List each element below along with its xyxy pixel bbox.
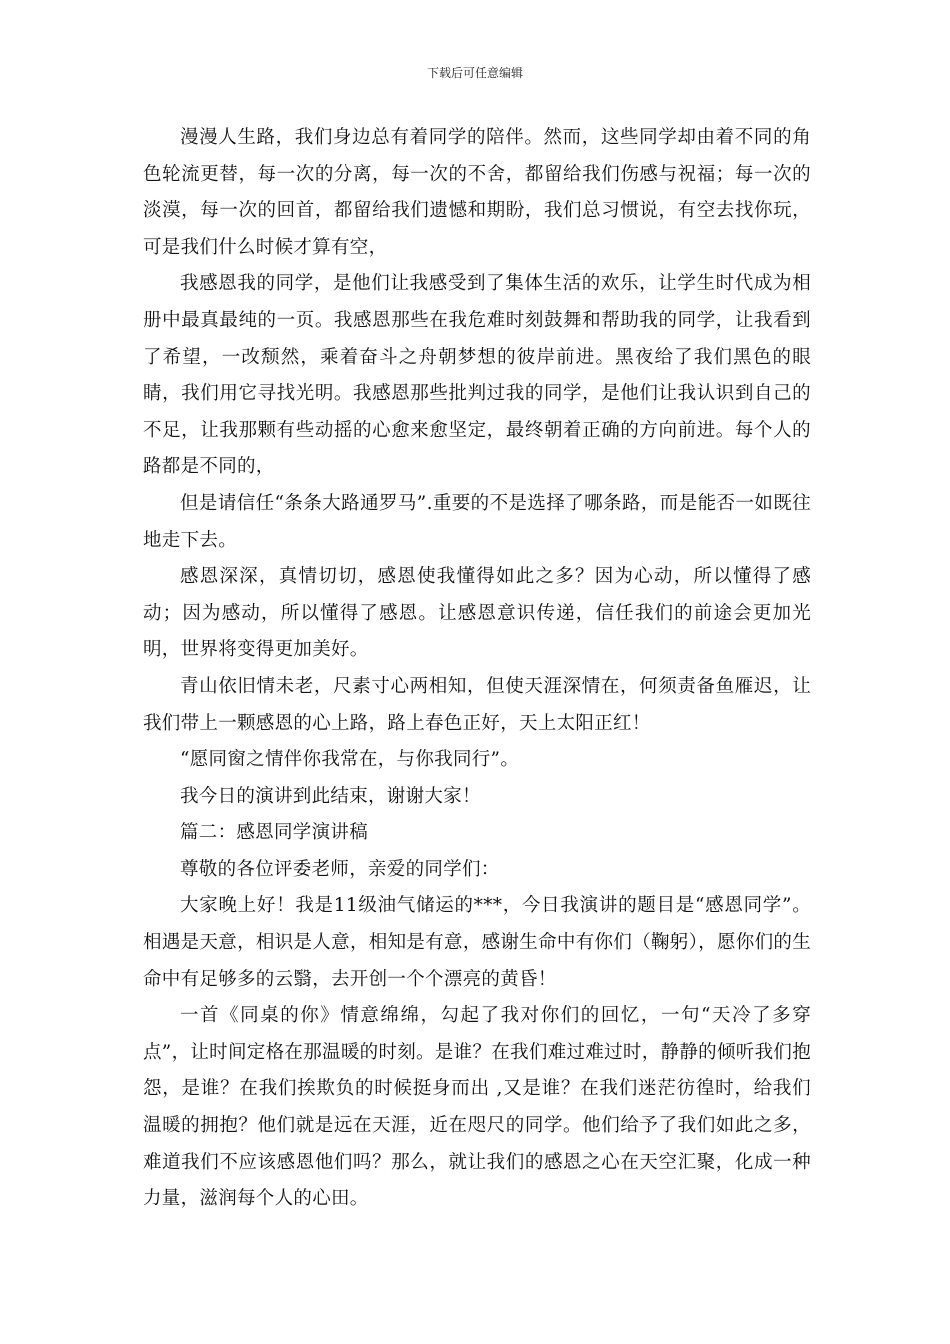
page-header: 下载后可任意编辑 bbox=[426, 66, 523, 80]
paragraph: 我今日的演讲到此结束，谢谢大家！ bbox=[180, 785, 481, 807]
paragraph: 但是请信任“条条大路通罗马”.重要的不是选择了哪条路，而是能否一如既往地走下去。 bbox=[143, 492, 811, 551]
paragraph: 感恩深深，真情切切，感恩使我懂得如此之多？因为心动，所以懂得了感动；因为感动，所以懂得了感恩。让感恩意识传递，信任我们的前途会更加光明，世界将变得更加美好。 bbox=[143, 566, 811, 661]
paragraph: 青山依旧情未老，尺素寸心两相知，但使天涯深情在，何须责备鱼雁迟，让我们带上一颗感恩的心上路，路上春色正好，天上太阳正红！ bbox=[143, 675, 811, 734]
paragraph: 一首《同桌的你》情意绵绵，勾起了我对你们的回忆，一句“天冷了多穿点”，让时间定格在那温暖的时刻。是谁？在我们难过难过时，静静的倾听我们抱怨，是谁？在我们挨欺负的时候挺身而出 ,又是谁？在我们迷茫彷徨时，给我们温暖的拥抱？他们就是远在天涯，近在咫尺的同学。他们给予了我们如此之多，难道我们不应该感恩他们吗？那么，就让我们的感恩之心在天空汇聚，化成一种力量，滋润每个人的心田。 bbox=[143, 1005, 811, 1210]
paragraph: 漫漫人生路，我们身边总有着同学的陪伴。然而，这些同学却由着不同的角色轮流更替，每一次的分离，每一次的不舍，都留给我们伤感与祝福；每一次的淡漠，每一次的回首，都留给我们遗憾和期盼，我们总习惯说，有空去找你玩，可是我们什么时候才算有空， bbox=[143, 127, 811, 258]
salutation: 尊敬的各位评委老师，亲爱的同学们： bbox=[180, 858, 500, 880]
paragraph: 大家晚上好！我是11级油气储运的***，今日我演讲的题目是“感恩同学”。相遇是天意，相识是人意，相知是有意，感谢生命中有你们（鞠躬），愿你们的生命中有足够多的云翳，去开创一个个漂亮的黄昏！ bbox=[143, 895, 811, 990]
paragraph: 我感恩我的同学，是他们让我感受到了集体生活的欢乐，让学生时代成为相册中最真最纯的一页。我感恩那些在我危难时刻鼓舞和帮助我的同学，让我看到了希望，一改颓然，乘着奋斗之舟朝梦想的彼岸前进。黑夜给了我们黑色的眼睛，我们用它寻找光明。我感恩那些批判过我的同学，是他们让我认识到自己的不足，让我那颗有些动摇的心愈来愈坚定，最终朝着正确的方向前进。每个人的路都是不同的， bbox=[143, 273, 811, 478]
paragraph: “愿同窗之情伴你我常在，与你我同行”。 bbox=[180, 749, 520, 771]
section-heading: 篇二：感恩同学演讲稿 bbox=[180, 822, 369, 844]
document-body bbox=[143, 120, 811, 1218]
